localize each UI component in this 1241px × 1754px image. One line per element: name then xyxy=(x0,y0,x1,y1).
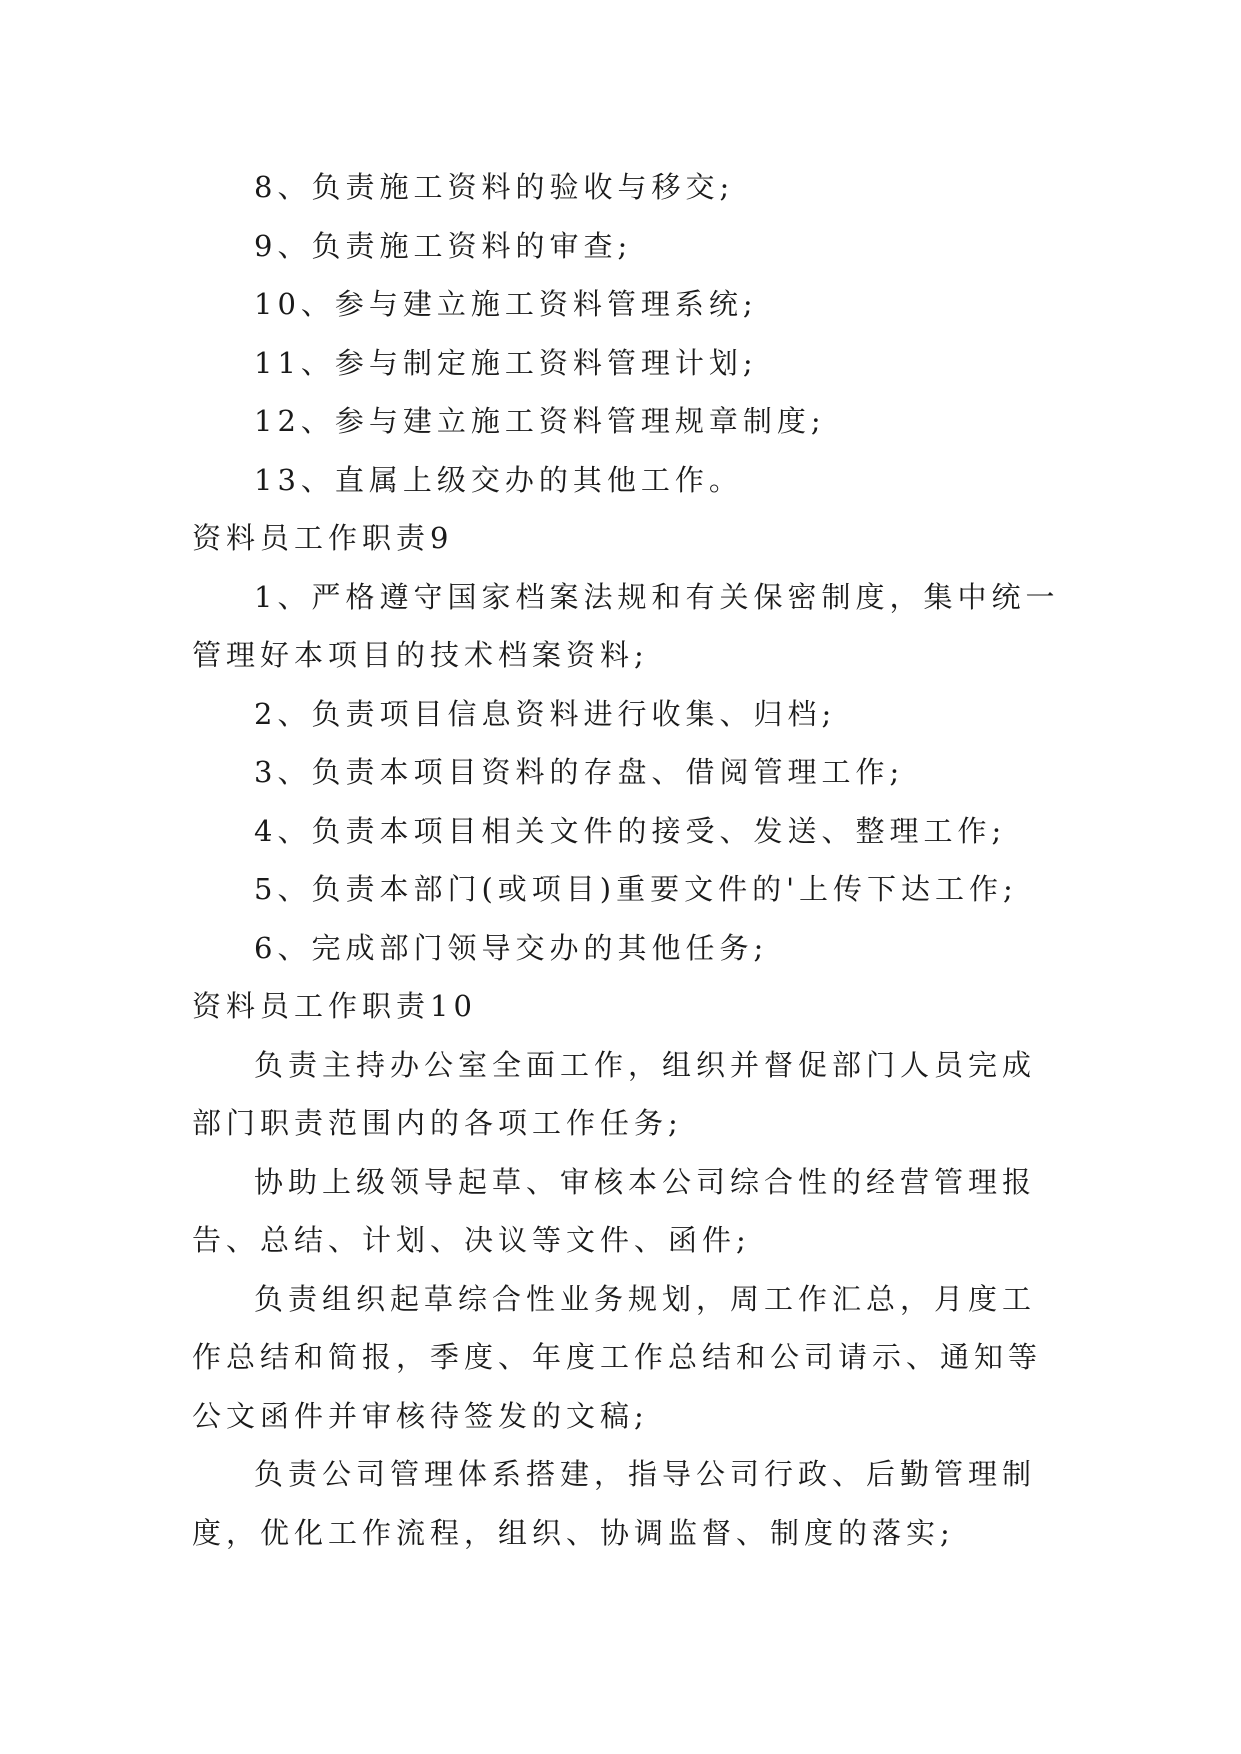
section-10-paragraph-1: 负责主持办公室全面工作，组织并督促部门人员完成部门职责范围内的各项工作任务; xyxy=(192,1047,1037,1140)
section-9-item-6: 6、完成部门领导交办的其他任务; xyxy=(254,930,769,965)
section-heading-10: 资料员工作职责10 xyxy=(192,989,477,1023)
section-9-item-3: 3、负责本项目资料的存盘、借阅管理工作; xyxy=(254,755,905,789)
list-item-11: 11、参与制定施工资料管理计划; xyxy=(254,345,758,380)
document-body xyxy=(192,158,1062,1562)
section-heading-9: 资料员工作职责9 xyxy=(192,521,454,555)
list-item-9: 9、负责施工资料的审查; xyxy=(254,228,633,263)
list-item-10: 10、参与建立施工资料管理系统; xyxy=(254,287,758,321)
list-item-13: 13、直属上级交办的其他工作。 xyxy=(254,462,743,497)
section-10-paragraph-3: 负责组织起草综合性业务规划，周工作汇总，月度工作总结和简报，季度、年度工作总结和公司请示、通知等公文函件并审核待签发的文稿; xyxy=(192,1281,1043,1433)
section-9-item-5: 5、负责本部门(或项目)重要文件的'上传下达工作; xyxy=(254,872,1018,906)
list-item-8: 8、负责施工资料的验收与移交; xyxy=(254,170,735,204)
section-9-item-4: 4、负责本项目相关文件的接受、发送、整理工作; xyxy=(254,813,1007,848)
section-9-item-2: 2、负责项目信息资料进行收集、归档; xyxy=(254,696,837,731)
section-10-paragraph-4: 负责公司管理体系搭建，指导公司行政、后勤管理制度，优化工作流程，组织、协调监督、制度的落实; xyxy=(192,1457,1037,1550)
section-10-paragraph-2: 协助上级领导起草、审核本公司综合性的经营管理报告、总结、计划、决议等文件、函件; xyxy=(192,1164,1037,1257)
section-9-item-1: 1、严格遵守国家档案法规和有关保密制度，集中统一管理好本项目的技术档案资料; xyxy=(192,579,1060,672)
list-item-12: 12、参与建立施工资料管理规章制度; xyxy=(254,404,826,438)
